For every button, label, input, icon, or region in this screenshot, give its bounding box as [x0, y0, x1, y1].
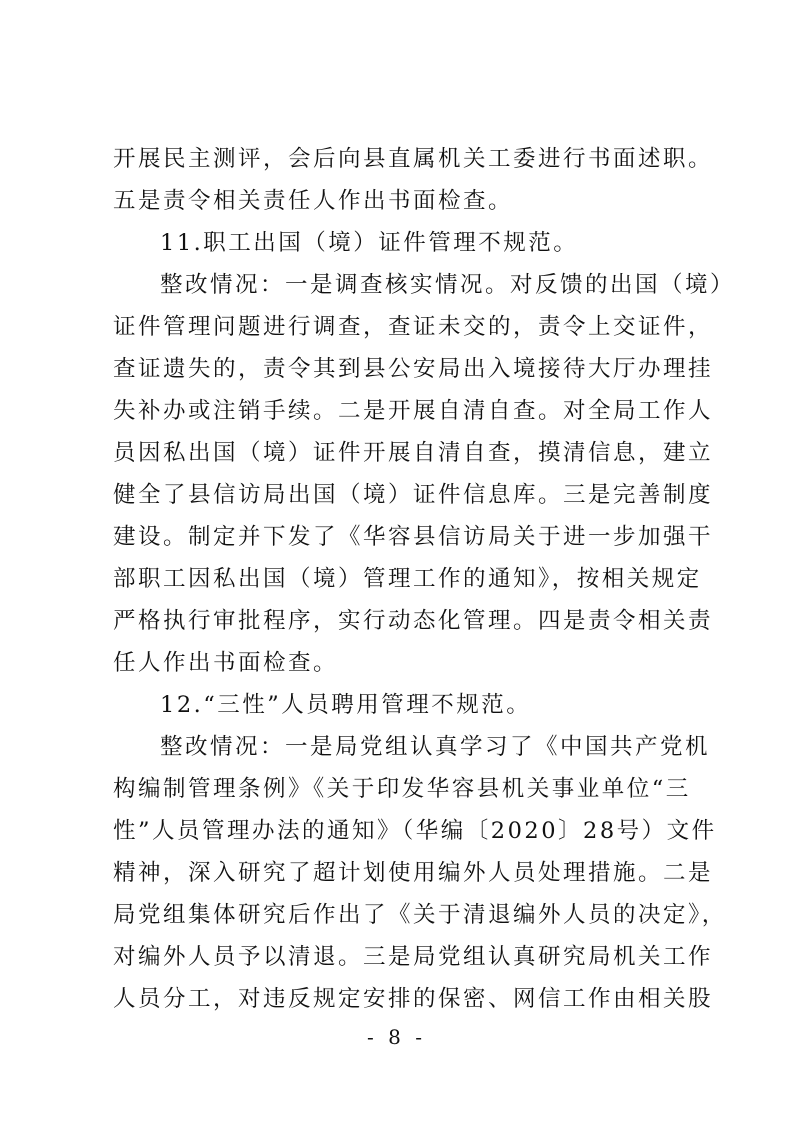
section-heading: 11.职工出国（境）证件管理不规范。: [160, 230, 579, 256]
text-line: 部职工因私出国（境）管理工作的通知》，按相关规定: [113, 566, 702, 592]
text-line: 人员分工，对违反规定安排的保密、网信工作由相关股: [113, 986, 714, 1012]
text-line: 局党组集体研究后作出了《关于清退编外人员的决定》，: [113, 902, 727, 928]
text-line: 五是责令相关责任人作出书面检查。: [113, 188, 514, 214]
text-line: 失补办或注销手续。二是开展自清自查。对全局工作人: [113, 398, 714, 424]
text-line: 对编外人员予以清退。三是局党组认真研究局机关工作: [113, 944, 714, 970]
text-line: 建设。制定并下发了《华容县信访局关于进一步加强干: [113, 524, 714, 550]
text-line: 开展民主测评，会后向县直属机关工委进行书面述职。: [113, 146, 714, 172]
text-line: 性”人员管理办法的通知》（华编〔2020〕28号）文件: [113, 818, 717, 844]
text-line: 任人作出书面检查。: [113, 650, 339, 676]
text-line: 健全了县信访局出国（境）证件信息库。三是完善制度: [113, 482, 714, 508]
text-line: 整改情况：一是调查核实情况。对反馈的出国（境）: [160, 272, 736, 298]
text-line: 员因私出国（境）证件开展自清自查，摸清信息，建立: [113, 440, 714, 466]
text-line: 证件管理问题进行调查，查证未交的，责令上交证件，: [113, 314, 714, 340]
text-line: 整改情况：一是局党组认真学习了《中国共产党机: [160, 734, 711, 760]
text-line: 查证遗失的，责令其到县公安局出入境接待大厅办理挂: [113, 356, 714, 382]
page-number: - 8 -: [367, 1025, 426, 1049]
text-line: 精神，深入研究了超计划使用编外人员处理措施。二是: [113, 860, 714, 886]
section-heading: 12.“三性”人员聘用管理不规范。: [160, 692, 532, 718]
text-line: 严格执行审批程序，实行动态化管理。四是责令相关责: [113, 608, 714, 634]
text-line: 构编制管理条例》《关于印发华容县机关事业单位“三: [113, 776, 691, 802]
